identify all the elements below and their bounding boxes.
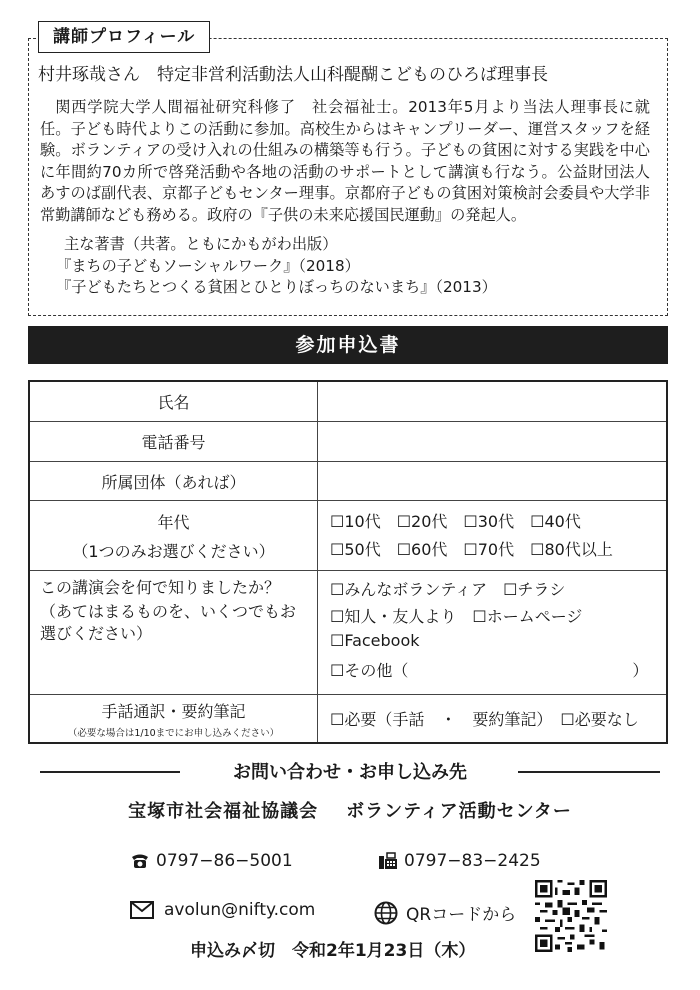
envelope-icon: [130, 901, 154, 919]
globe-icon: [374, 901, 398, 925]
books-heading: 主な著書（共著。ともにかもがわ出版）: [64, 235, 338, 253]
source-label-cell: [30, 571, 318, 694]
age-label-cell: [30, 501, 318, 570]
book-item: 『子どもたちとつくる貧困とひとりぼっちのないまち』（2013）: [56, 278, 497, 296]
age-options[interactable]: [318, 501, 666, 570]
source-checkbox-row[interactable]: ☐みんなボランティア ☐チラシ: [330, 580, 566, 599]
sign-note: （必要な場合は1/10までにお申し込みください）: [67, 727, 280, 739]
qr-code[interactable]: [535, 880, 607, 952]
phone-contact[interactable]: [130, 851, 293, 871]
age-checkbox-row[interactable]: ☐10代 ☐20代 ☐30代 ☐40代: [330, 512, 581, 531]
org-name: 宝塚市社会福祉協議会: [128, 801, 319, 822]
source-checkbox-row[interactable]: ☐Facebook: [330, 631, 420, 650]
phone-label: 電話番号: [30, 422, 318, 461]
telephone-icon: [130, 852, 150, 870]
source-checkbox-row[interactable]: ☐その他（ ）: [330, 661, 649, 680]
fax-number[interactable]: 0797−83−2425: [404, 851, 541, 871]
age-sublabel: （1つのみお選びください）: [72, 541, 275, 561]
profile-tag: 講師プロフィール: [38, 21, 210, 53]
row-name: [30, 382, 666, 422]
org-label: 所属団体（あれば）: [30, 462, 318, 500]
book-item: 『まちの子どもソーシャルワーク』（2018）: [56, 256, 360, 275]
phone-field[interactable]: [318, 422, 666, 461]
speaker-bio: 関西学院大学人間福祉研究科修了 社会福祉士。2013年5月より当法人理事長に就任。子ども時代よりこの活動に参加。高校生からはキャンプリーダー、運営スタッフを経験。ボランティアの受け入れの仕組みの構築等も行う。子どもの貧困に対する実践を中心に年間約70カ所で啓発活動や各地の活動のサポートとして講演も行なう。公益財団法人あすのば副代表、京都子どもセンター理事。京都府子どもの貧困対策検討会委員や大学非常勤講師なども務める。政府の『子供の未来応援国民運動』の発起人。: [40, 98, 650, 224]
age-checkbox-row[interactable]: ☐50代 ☐60代 ☐70代 ☐80代以上: [330, 540, 613, 559]
contact-heading-bar: [40, 758, 660, 784]
qr-contact: [374, 900, 516, 925]
sign-label-cell: [30, 695, 318, 742]
row-age: [30, 501, 666, 571]
form-title: 参加申込書: [28, 326, 668, 364]
row-org: [30, 462, 666, 501]
email-contact[interactable]: [130, 900, 315, 920]
name-label: 氏名: [30, 382, 318, 421]
name-field[interactable]: [318, 382, 666, 421]
row-phone: [30, 422, 666, 462]
phone-number[interactable]: 0797−86−5001: [156, 851, 293, 871]
source-question: この講演会を何で知りましたか？: [40, 578, 281, 597]
sign-checkbox-row[interactable]: ☐必要（手話 ・ 要約筆記） ☐必要なし: [330, 710, 639, 729]
org-field[interactable]: [318, 462, 666, 500]
application-deadline: 申込み〆切 令和2年1月23日（木）: [190, 941, 476, 961]
speaker-name: 村井琢哉さん 特定非営利活動法人山科醍醐こどものひろば理事長: [38, 65, 548, 85]
row-sign-language: [30, 695, 666, 742]
source-sublabel: （あてはまるものを、いくつでもお選びください）: [40, 602, 297, 643]
email-address[interactable]: avolun@nifty.com: [164, 900, 316, 920]
source-options[interactable]: [318, 571, 666, 694]
application-form: [28, 380, 668, 744]
sign-options[interactable]: [318, 695, 666, 742]
sign-label: 手話通訳・要約筆記: [101, 701, 246, 721]
qr-label: QRコードから: [406, 905, 517, 925]
books-list: [40, 234, 497, 299]
organization: [0, 797, 700, 823]
contact-heading: お問い合わせ・お申し込み先: [233, 762, 467, 783]
source-checkbox-row[interactable]: ☐知人・友人より ☐ホームページ: [330, 607, 583, 626]
age-label: 年代: [157, 512, 190, 532]
row-source: [30, 571, 666, 695]
fax-icon: [378, 852, 398, 870]
fax-contact[interactable]: [378, 851, 541, 871]
org-center: ボランティア活動センター: [346, 801, 572, 822]
